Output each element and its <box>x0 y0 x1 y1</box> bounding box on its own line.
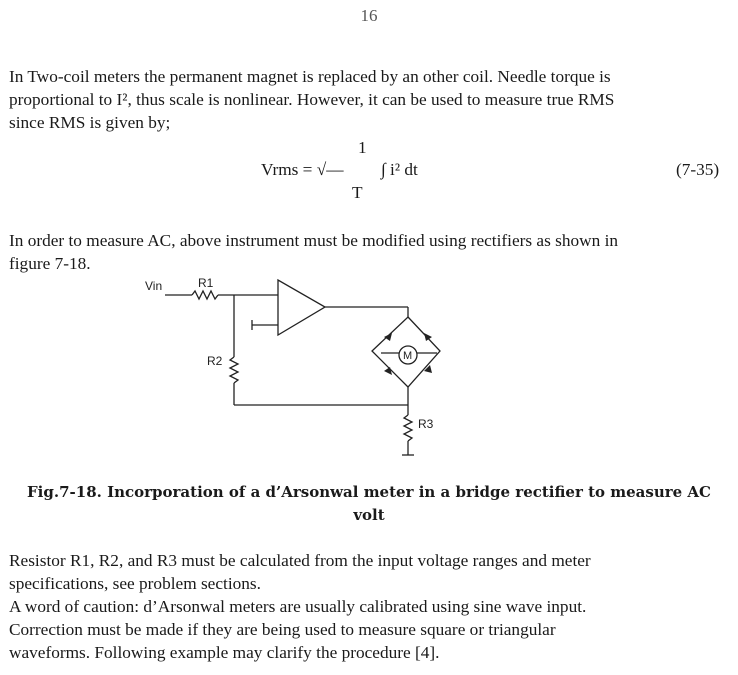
text-line: In Two-coil meters the permanent magnet is replaced by an other coil. Needle torque is <box>9 67 611 86</box>
text-line: Correction must be made if they are being used to measure square or triangular <box>9 620 556 639</box>
page-number: 16 <box>360 6 378 25</box>
text-line: A word of caution: d’Arsonwal meters are usually calibrated using sine wave input. <box>9 597 587 616</box>
r1-label: R1 <box>198 276 214 290</box>
text-line: specifications, see problem sections. <box>9 574 261 593</box>
rms-equation <box>0 138 738 208</box>
text-line: In order to measure AC, above instrument must be modified using rectifiers as shown in <box>9 231 619 250</box>
equation-denominator: T <box>352 183 363 202</box>
bridge-rectifier-circuit <box>140 275 460 465</box>
caption-line: volt <box>353 506 385 524</box>
text-line: proportional to I², thus scale is nonlinear. However, it can be used to measure true RMS <box>9 90 615 109</box>
text-line: since RMS is given by; <box>9 113 171 132</box>
text-line: figure 7-18. <box>9 254 91 273</box>
equation-number: (7-35) <box>676 160 720 179</box>
meter-label: M <box>403 350 413 362</box>
vin-label: Vin <box>145 279 163 293</box>
text-line: Resistor R1, R2, and R3 must be calculated from the input voltage ranges and meter <box>9 551 591 570</box>
caption-line: Fig.7-18. Incorporation of a d’Arsonwal meter in a bridge rectifier to measure AC <box>27 483 711 501</box>
equation-numerator: 1 <box>358 138 367 157</box>
equation-integral: ∫ i² dt <box>381 160 418 179</box>
text-line: waveforms. Following example may clarify the procedure [4]. <box>9 643 440 662</box>
r3-label: R3 <box>418 417 434 431</box>
equation-lhs: Vrms = √— <box>261 160 344 179</box>
r2-label: R2 <box>207 354 223 368</box>
